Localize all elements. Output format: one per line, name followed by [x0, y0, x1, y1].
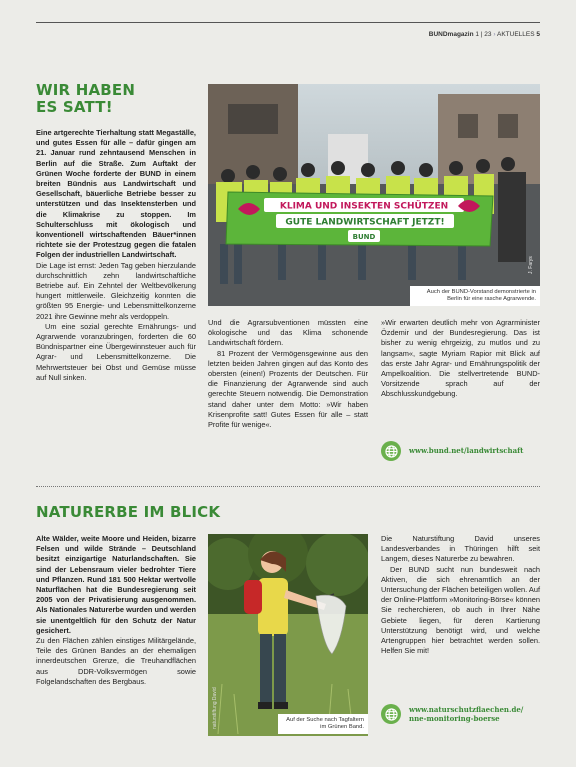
article1-lead: Eine artgerechte Tierhaltung statt Megaställe, und gutes Essen für alle – dafür gingen am 21. Januar rund zehntausend Menschen in Berlin auf die Straße. Zum Auftakt der Grünen Woche forderte der BUND in einem breiten Bündnis aus Landwirtschaft und Gesellschaft, bäuerliche Betriebe besser zu unterstützen und das Insektensterben und die Klimakrise zu stoppen. Im Schulterschluss mit ökologisch und konventionell wirtschaftenden Bäuer*innen richtete sie der Protestzug gegen die fatalen Folgen der industriellen Landwirtschaft. — [36, 128, 196, 260]
naturerbe-photo — [208, 534, 368, 736]
article2-column1 — [36, 534, 196, 687]
article2-paragraph: Zu den Flächen zählen einstiges Militärgelände, Teile des Grünen Bandes an der ehemaligen innerdeutschen Grenze, die Treuhandflächen aus DDR-Volksvermögen sowie Folgelandschaften des Bergbaus. — [36, 636, 196, 686]
magazine-name: BUNDmagazin — [428, 31, 474, 38]
article1-link[interactable] — [381, 441, 523, 461]
article1-paragraph: Um eine sozial gerechte Ernährungs- und Agrarwende voranzubringen, forderten die 60 Bündnispartner eine Übergewinnsteuer auch für Agrar- und Lebensmittelkonzerne. Die Mehrwertsteuer bei Obst und Gemüse müsse auf Null sinken. — [36, 321, 196, 382]
photo-credit: J. Farys — [528, 256, 534, 274]
article1-column3 — [381, 318, 540, 400]
article2-column3 — [381, 534, 540, 656]
article2-caption: Auf der Suche nach Tagfaltern im Grünen Band. — [278, 714, 368, 734]
section-divider — [36, 486, 540, 487]
article2-paragraph: Der BUND sucht nun bundesweit nach Aktiven, die sich ehrenamtlich an der Untersuchung der Flächen beteiligen wollen. Auf der Online-Plattform »Monitoring-Börse« können Sie recherchieren, ob auch in Ihrer Nähe Gebiete liegen, für deren Kartierung Unterstützung benötigt wird, und welche Artengruppen hier betrachtet werden sollen. Helfen Sie mit! — [381, 564, 540, 656]
article1-column1 — [36, 128, 196, 383]
article2-title: NATURERBE IM BLICK — [36, 503, 221, 521]
article1-paragraph: Und die Agrarsubventionen müssten eine ökologische und das Klima schonende Landwirtschaft fördern. — [208, 318, 368, 348]
page-number: 5 — [536, 31, 540, 38]
link-url[interactable]: www.naturschutzflaechen.de/ nne-monitoring-boerse — [409, 704, 524, 723]
naturerbe-image — [208, 534, 368, 736]
article2-link[interactable] — [381, 704, 523, 724]
article1-caption: Auch der BUND-Vorstand demonstrierte in Berlin für eine rasche Agrarwende. — [410, 286, 540, 306]
article2-paragraph: Die Naturstiftung David unseres Landesverbandes in Thüringen hilft seit Langem, dieses Naturerbe zu bewahren. — [381, 534, 540, 564]
globe-icon — [381, 704, 401, 724]
article1-quote: »Wir erwarten deutlich mehr von Agrarminister Özdemir und der Bundesregierung. Das ist bisher zu wenig ehrgeizig, zu mutlos und zu langsam«, sagte Myriam Rapior mit Blick auf das erste Jahr Agrar- und Ernährungspolitik der Ampelkoalition. Die stellvertretende BUND-Vorsitzende sprach auf der Abschlusskundgebung. — [381, 318, 540, 399]
article1-column2 — [208, 318, 368, 430]
globe-icon — [381, 441, 401, 461]
article1-paragraph: Die Lage ist ernst: Jeden Tag geben hierzulande durchschnittlich zehn landwirtschaftliche Betriebe auf. Ein Zehntel der Weltbevölkerung hungert mittlerweile. Gleichzeitig konnten die größten 95 Energie- und Lebensmittelkonzerne 2021 ihre Gewinne mehr als verdoppeln. — [36, 260, 196, 321]
banner-text-line2: GUTE LANDWIRTSCHAFT JETZT! — [285, 217, 445, 228]
issue-number: 1 | 23 — [475, 31, 492, 38]
bund-logo: BUND — [352, 233, 376, 241]
header-info: BUNDmagazin 1 | 23 › AKTUELLES 5 — [428, 31, 540, 38]
link-url[interactable]: www.bund.net/landwirtschaft — [409, 446, 524, 456]
page-header — [36, 22, 540, 40]
demonstration-image — [208, 84, 540, 306]
demonstration-photo — [208, 84, 540, 306]
article2-lead: Alte Wälder, weite Moore und Heiden, bizarre Felsen und wilde Strände – Deutschland besitzt einzigartige Naturlandschaften. Sie sind der Lebensraum vieler bedrohter Tiere und Pflanzen. Rund 181 500 Hektar wertvolle Naturflächen hat die Bundesregierung seit 2005 von der Privatisierung ausgenommen. Als Nationales Naturerbe wurden und werden sie unentgeltlich für den Schutz der Natur gesichert. — [36, 534, 196, 635]
photo-credit: naturstiftung David — [212, 687, 218, 729]
article1-title: WIR HABEN ES SATT! — [36, 81, 136, 116]
section-name: AKTUELLES — [496, 31, 535, 38]
banner-text-line1: KLIMA UND INSEKTEN SCHÜTZEN — [279, 201, 449, 212]
article1-paragraph: 81 Prozent der Vermögensgewinne aus den letzten beiden Jahren gingen auf das Konto des obersten (einen!) Prozents der Deutschen. Für die Finanzierung der Agrarwende sind auch gerechte Steuern notwendig. Die Demonstration stand daher unter dem Motto: »Wir haben Krisenprofite satt! Gutes Essen für alle – statt Profite für wenige«. — [208, 348, 368, 430]
